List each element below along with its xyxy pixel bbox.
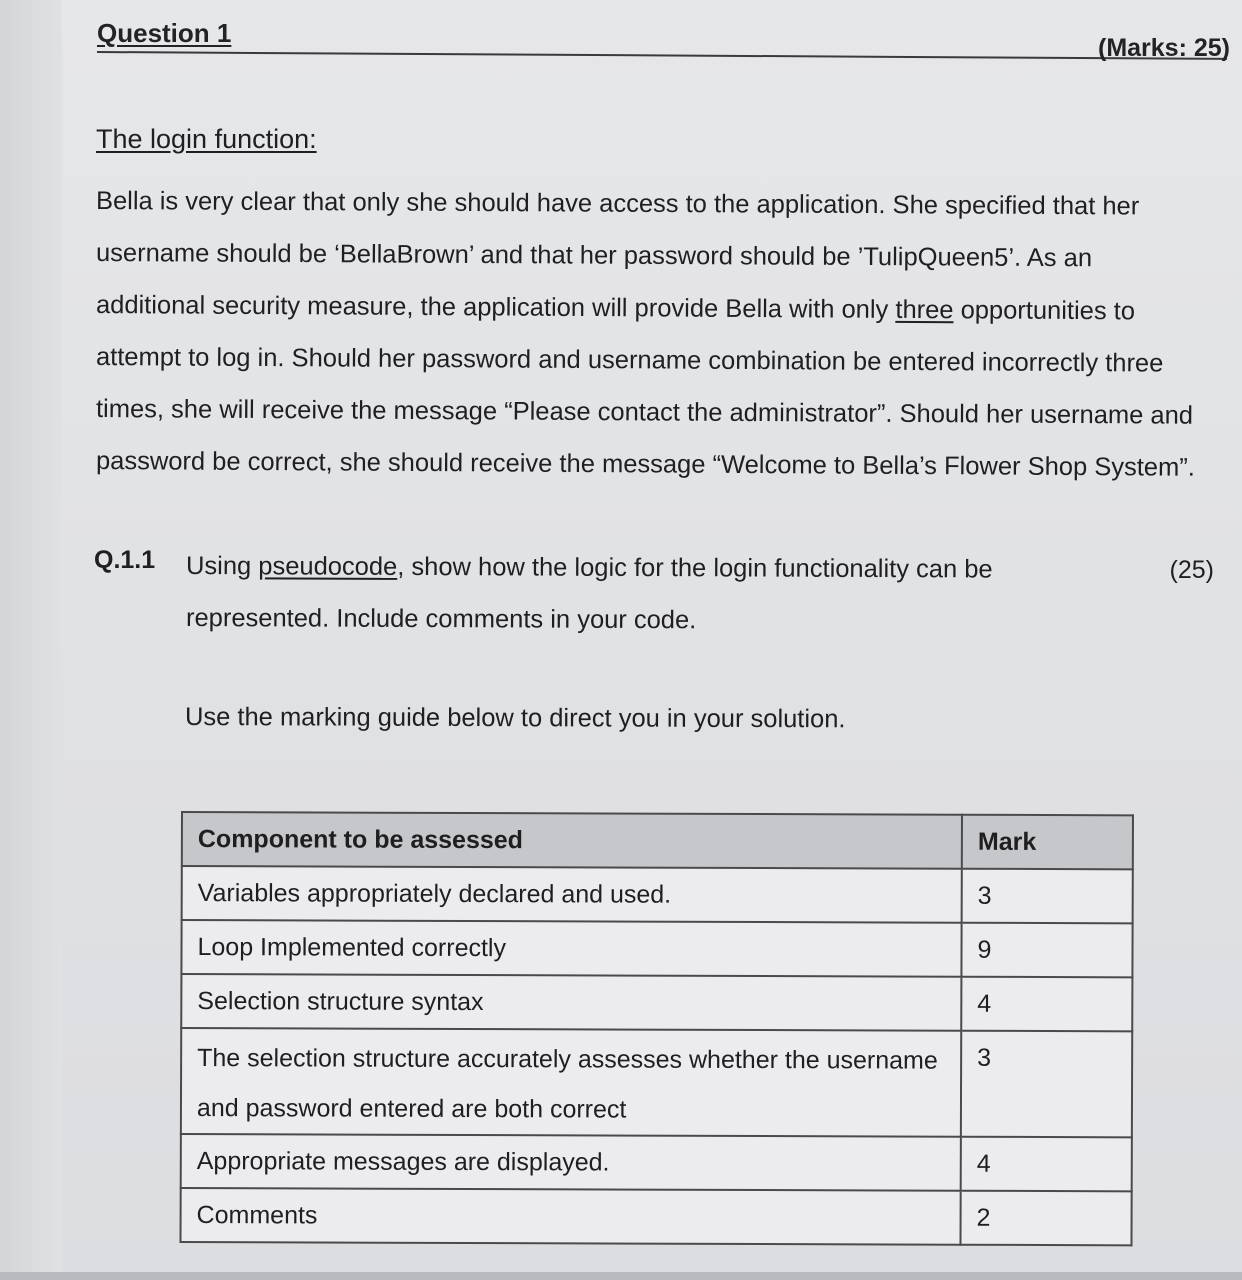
emphasis-three: three (895, 295, 954, 325)
paragraph-line: Bella is very clear that only she should have access to the application. She specified that her (95, 187, 1140, 221)
table-row (180, 1188, 1131, 1245)
marking-guide-table-wrapper (179, 811, 1134, 1246)
heading-rule (97, 51, 1227, 60)
table-row (182, 866, 1133, 923)
row-mark: 9 (961, 923, 1132, 978)
subquestion-marks: (25) (1169, 556, 1214, 584)
header-component: Component to be assessed (182, 812, 962, 869)
table-row (181, 1028, 1132, 1137)
table-header-row (182, 812, 1133, 869)
emphasis-pseudocode: pseudocode (258, 552, 398, 581)
paragraph-line: additional security measure, the application will provide Bella with only three opportunities to (95, 291, 1136, 326)
header-mark: Mark (962, 815, 1133, 870)
paragraph-line: username should be ‘BellaBrown’ and that her password should be ’TulipQueen5’. As an (95, 239, 1093, 273)
question-heading: Question 1 (97, 18, 232, 48)
paragraph-line: times, she will receive the message “Please contact the administrator”. Should her username and (95, 395, 1194, 430)
row-mark: 2 (960, 1191, 1131, 1246)
table-row (181, 1134, 1132, 1191)
row-mark: 3 (962, 869, 1133, 924)
paragraph-line: attempt to log in. Should her password and username combination be entered incorrectly three (95, 343, 1164, 378)
subquestion-line: Using pseudocode, show how the logic for the login functionality can be (185, 552, 993, 584)
marking-guide-instruction: Use the marking guide below to direct you in your solution. (184, 703, 846, 734)
row-component: Variables appropriately declared and used. (182, 866, 962, 923)
subquestion-text (186, 546, 1136, 650)
paragraph-line: password be correct, she should receive the message “Welcome to Bella’s Flower Shop System”. (95, 447, 1195, 482)
table-row (181, 974, 1132, 1031)
table-row (181, 920, 1132, 977)
marking-guide-table (179, 811, 1134, 1246)
row-component: Appropriate messages are displayed. (181, 1134, 961, 1191)
row-component: Comments (180, 1188, 960, 1245)
page-margin-shadow (0, 0, 62, 1280)
question-total-marks: (Marks: 25) (1098, 34, 1230, 62)
row-component: Selection structure syntax (181, 974, 961, 1031)
row-component: The selection structure accurately assesses whether the username and password entered are both correct (181, 1028, 961, 1137)
subquestion-number: Q.1.1 (94, 546, 156, 574)
row-mark: 3 (961, 1031, 1132, 1138)
section-title: The login function: (96, 124, 317, 154)
scenario-paragraph (96, 175, 1226, 487)
subquestion-line: represented. Include comments in your code. (185, 604, 697, 635)
row-component: Loop Implemented correctly (181, 920, 961, 977)
page-bottom-edge (0, 1272, 1242, 1280)
row-mark: 4 (961, 977, 1132, 1032)
row-mark: 4 (961, 1137, 1132, 1192)
